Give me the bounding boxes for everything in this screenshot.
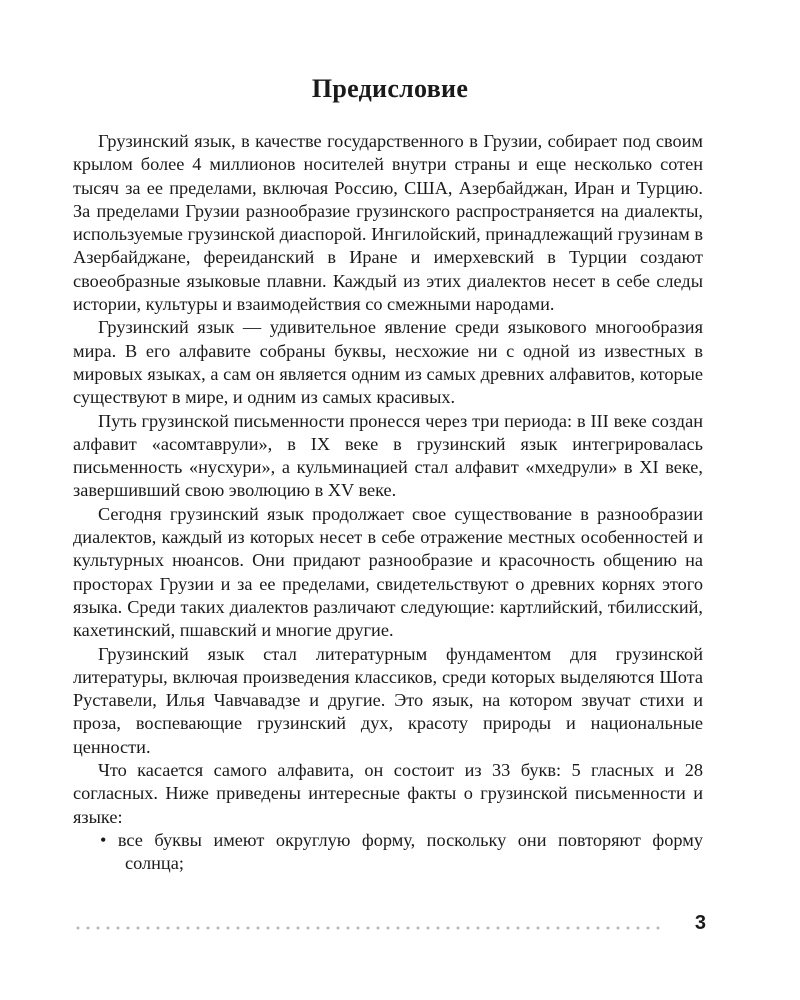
- paragraph-3: Путь грузинской письменности пронесся через три периода: в III веке создан алфавит «асомтаврули», в IX веке в грузинский язык интегрировалась письменность «нусхури», а кульминацией стал алфавит «мхедрули» в XI веке, завершивший свою эволюцию в XV веке.: [73, 410, 703, 501]
- body-text: [73, 130, 703, 876]
- bullet-item: • все буквы имеют округлую форму, поскольку они повторяют форму солнца;: [100, 829, 703, 874]
- paragraph-4: Сегодня грузинский язык продолжает свое существование в разнообразии диалектов, каждый из которых несет в себе отражение местных особенностей и культурных нюансов. Они придают разнообразие и красочность общению на просторах Грузии и за ее пределами, свидетельствуют о древних корнях этого языка. Среди таких диалектов различают следующие: картлийский, тбилисский, кахетинский, пшавский и многие другие.: [73, 503, 703, 641]
- footer-dotted-rule: [73, 925, 663, 931]
- paragraph-2: Грузинский язык — удивительное явление среди языкового многообразия мира. В его алфавите собраны буквы, несхожие ни с одной из известных в мировых языках, а сам он является одним из самых древних алфавитов, которые существуют в мире, и одним из самых красивых.: [73, 317, 703, 408]
- paragraph-6: Что касается самого алфавита, он состоит из 33 букв: 5 гласных и 28 согласных. Ниже приведены интересные факты о грузинской письменности и языке:: [73, 760, 703, 827]
- page-number: 3: [694, 912, 706, 934]
- paragraph-5: Грузинский язык стал литературным фундаментом для грузинской литературы, включая произведения классиков, среди которых выделяются Шота Руставели, Илья Чавчавадзе и другие. Это язык, на котором звучат стихи и проза, воспевающие грузинский дух, красоту природы и национальные ценности.: [73, 643, 703, 757]
- paragraph-1: Грузинский язык, в качестве государственного в Грузии, собирает под своим крылом более 4 миллионов носителей внутри страны и еще несколько сотен тысяч за ее пределами, включая Россию, США, Азербайджан, Иран и Турцию. За пределами Грузии разнообразие грузинского распространяется на диалекты, используемые грузинской диаспорой. Ингилойский, принадлежащий грузинам в Азербайджане, фереиданский в Иране и имерхевский в Турции создают своеобразные языковые плавни. Каждый из этих диалектов несет в себе следы истории, культуры и взаимодействия со смежными народами.: [73, 131, 703, 315]
- page-title: Предисловие: [311, 74, 469, 103]
